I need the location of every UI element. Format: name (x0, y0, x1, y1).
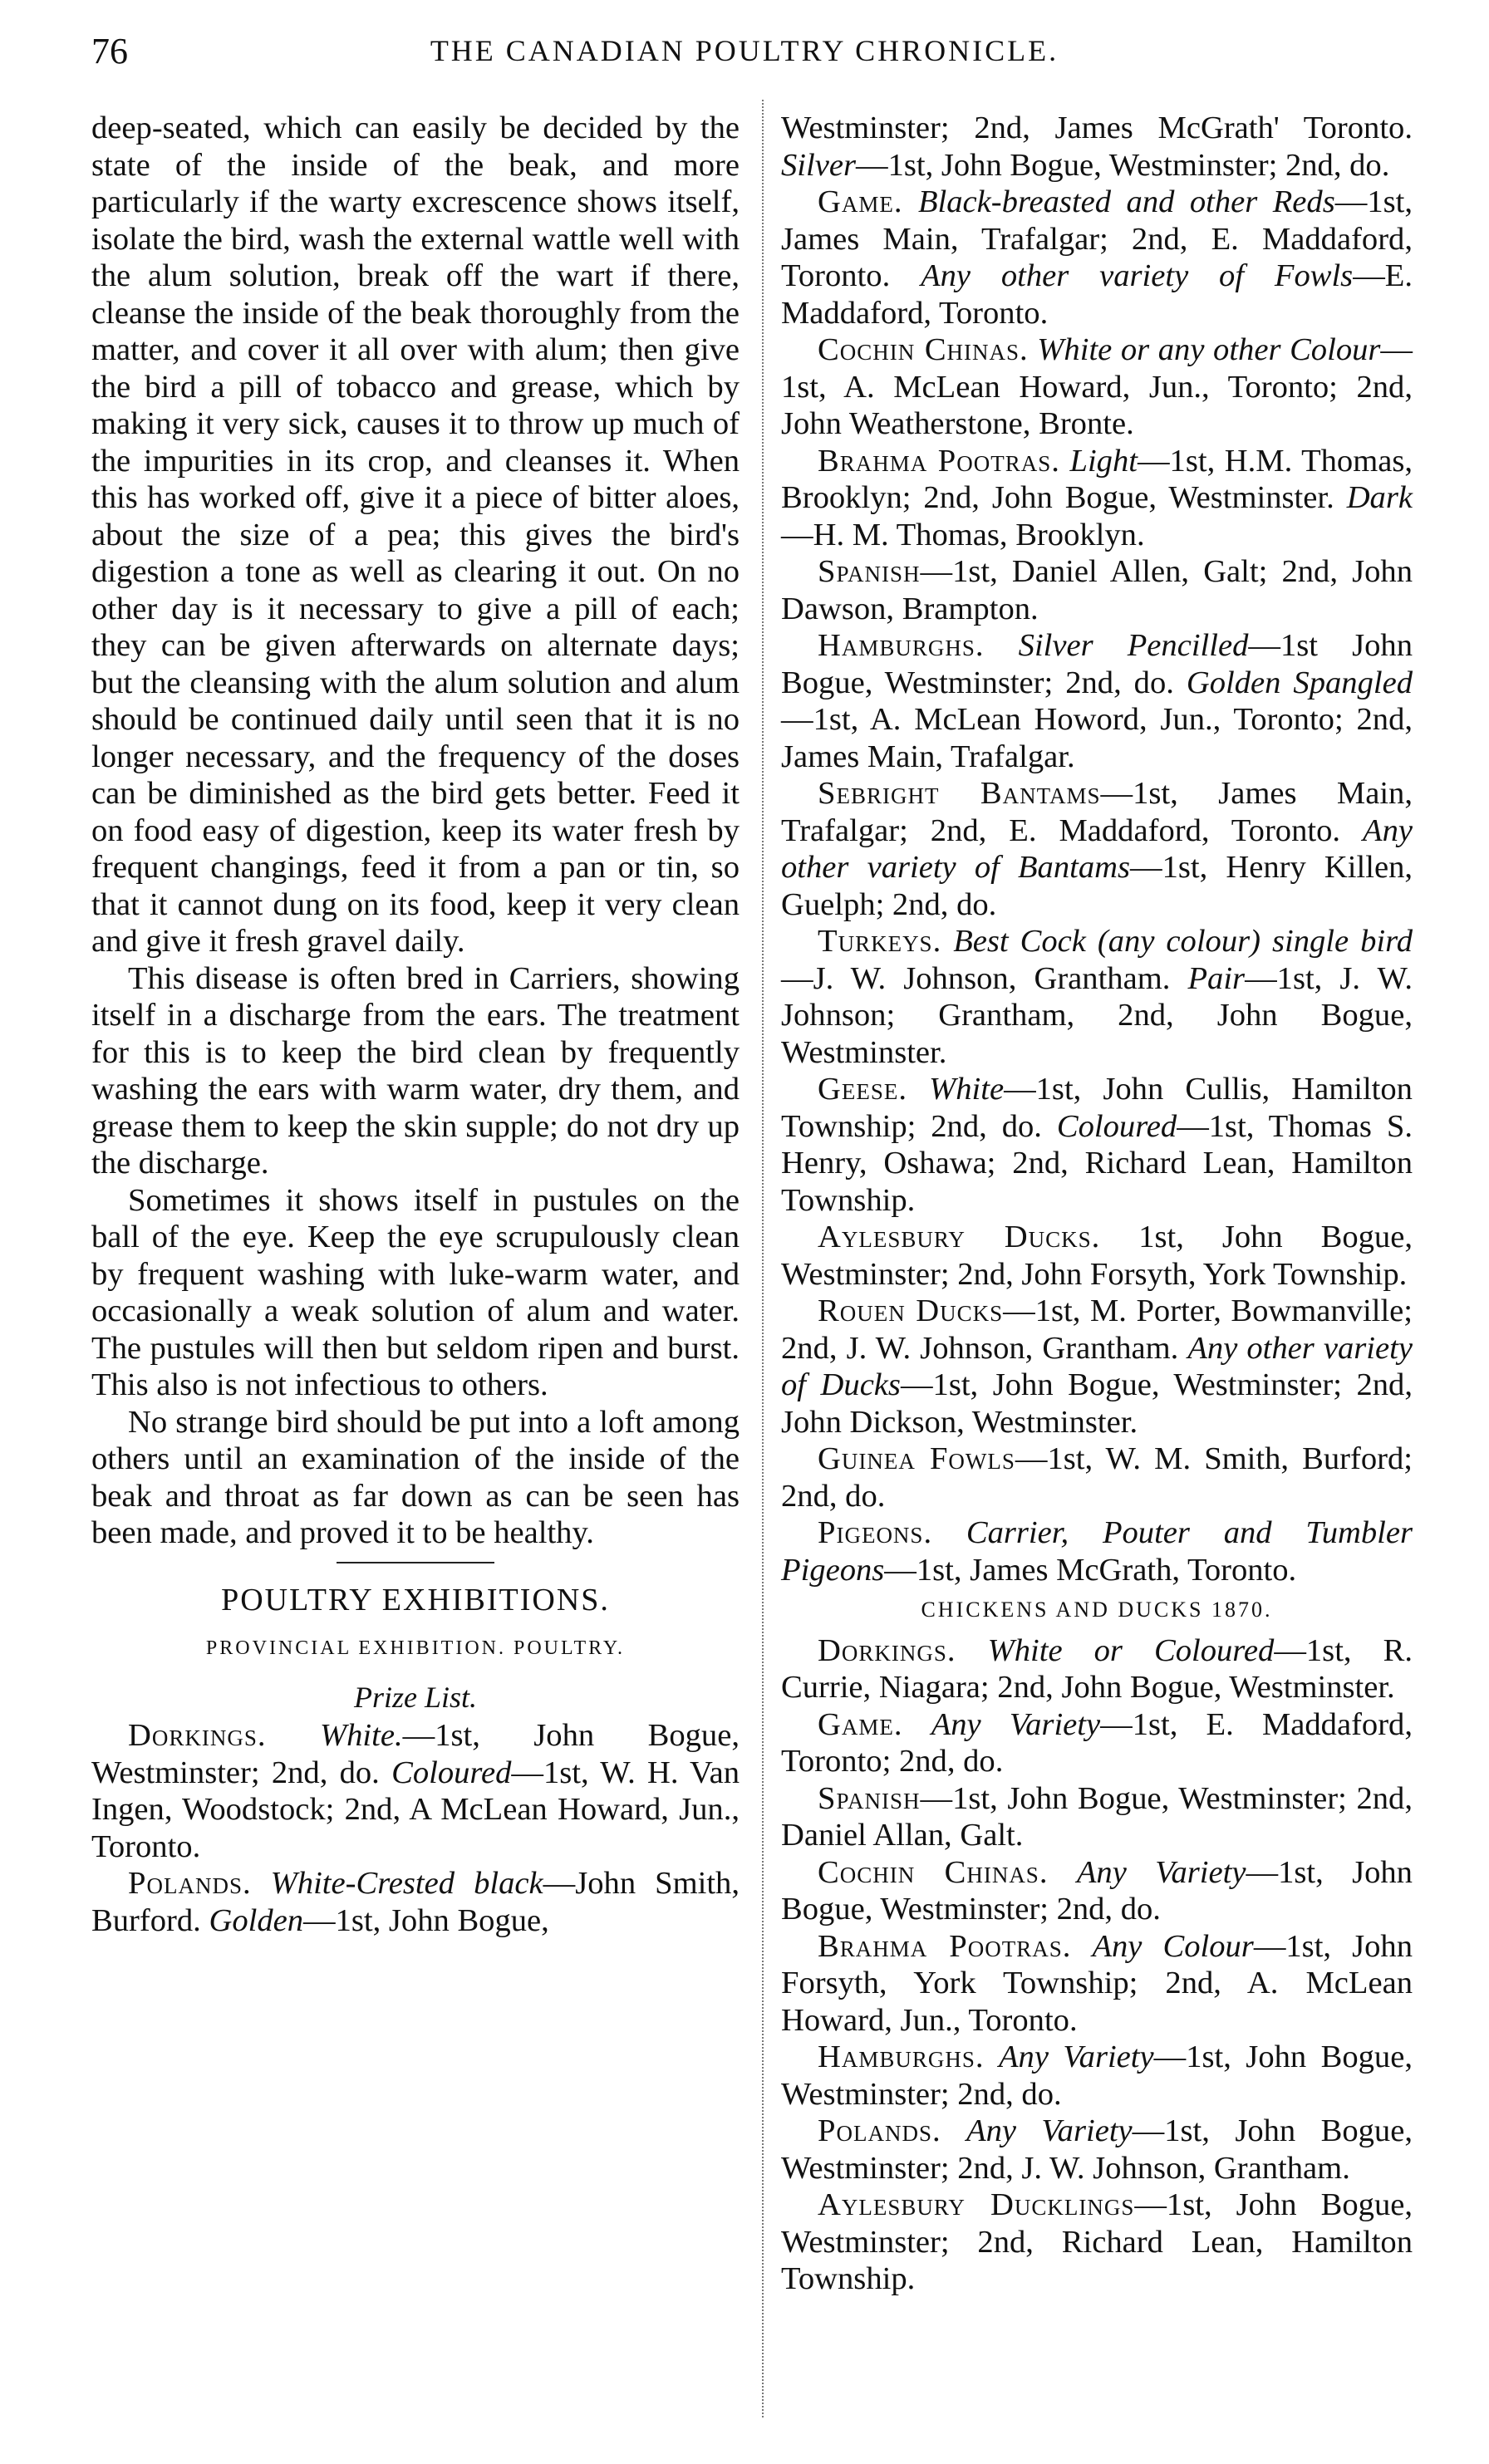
entry-chicken-cochin (781, 1854, 1413, 1928)
breed-name: Sebright Bantams (818, 776, 1101, 811)
award-text: —1st, A. McLean Howard, Jun., Toronto; 2nd, John Weatherstone, Bronte. (781, 332, 1413, 441)
variety-name: Light (1069, 443, 1138, 479)
entry-chicken-game (781, 1706, 1413, 1780)
entry-aylesbury (781, 1219, 1413, 1293)
award-text: Westminster; 2nd, James McGrath' Toronto. (781, 110, 1413, 145)
section-rule (337, 1562, 494, 1563)
left-column (91, 110, 740, 1939)
award-text: —1st, Henry Killen, Guelph; 2nd, do. (781, 850, 1413, 922)
variety-name: Dark (1346, 480, 1413, 515)
award-text: —1st, James McGrath, Toronto. (884, 1552, 1297, 1588)
variety-name: Coloured (391, 1755, 512, 1790)
entry-dorkings (91, 1717, 740, 1865)
variety-name: Any Variety (1076, 1854, 1246, 1890)
chickens-heading: CHICKENS AND DUCKS 1870. (921, 1598, 1273, 1622)
column-divider (762, 100, 764, 2417)
subsection-title: PROVINCIAL EXHIBITION. POULTRY. (205, 1637, 626, 1659)
award-text: —1st, J. W. Johnson; Grantham, 2nd, John Bogue, Westminster. (781, 960, 1413, 1070)
entry-chicken-spanish (781, 1780, 1413, 1854)
entry-game (781, 184, 1413, 331)
award-text: —J. W. Johnson, Grantham. (781, 960, 1171, 996)
variety-name: White or any other Colour (1037, 332, 1381, 367)
award-text: —John Smith, Burford. (91, 1866, 740, 1938)
variety-name: White or Coloured (987, 1632, 1275, 1668)
variety-name: Any Variety (998, 2039, 1154, 2074)
variety-name: Any Variety (966, 2113, 1133, 2148)
variety-name: Any other variety of Ducks (781, 1330, 1413, 1402)
breed-name: Pigeons. (818, 1515, 933, 1550)
prize-list-title: Prize List. (353, 1680, 478, 1714)
section-title: POULTRY EXHIBITIONS. (221, 1582, 610, 1617)
award-text: —1st, John Bogue, Westminster; 2nd, do. (855, 147, 1390, 183)
award-text: —E. Maddaford, Toronto. (781, 258, 1413, 331)
award-text: —1st, John Forsyth, York Township; 2nd, A. McLean Howard, Jun., Toronto. (781, 1928, 1413, 2038)
variety-name: White. (319, 1718, 403, 1753)
page-number: 76 (91, 31, 128, 71)
award-text: —1st, John Bogue, Westminster; 2nd, do. (91, 1718, 740, 1790)
variety-name: White-Crested black (270, 1866, 543, 1901)
breed-name: Game. (818, 184, 903, 219)
variety-name: White (929, 1072, 1005, 1107)
variety-name: Any Colour (1092, 1928, 1254, 1964)
award-text: —1st, John Bogue, Westminster; 2nd, do. (781, 1854, 1413, 1927)
breed-name: Guinea Fowls (818, 1441, 1015, 1476)
entry-spanish (781, 553, 1413, 627)
breed-name: Spanish (818, 1780, 921, 1816)
paragraph-2: This disease is often bred in Carriers, showing itself in a discharge from the ears. The treatment for this is to keep the bird clean by frequently washing the ears with warm water, dry them, and grease them to keep the skin supple; do not dry up the discharge. (91, 960, 740, 1180)
breed-name: Polands. (128, 1866, 252, 1901)
award-text: —1st, John Bogue, Westminster; 2nd, J. W. Johnson, Grantham. (781, 2113, 1413, 2186)
award-text: —1st, R. Currie, Niagara; 2nd, John Bogue, Westminster. (781, 1632, 1413, 1705)
entry-guinea (781, 1441, 1413, 1514)
paragraph-3: Sometimes it shows itself in pustules on the ball of the eye. Keep the eye scrupulously clean by frequent washing with luke-warm water, and occasionally a weak solution of alum and water. The pustules will then but seldom ripen and burst. This also is not infectious to others. (91, 1182, 740, 1402)
variety-name: Silver Pencilled (1018, 628, 1249, 663)
award-text: —1st, James Main, Trafalgar; 2nd, E. Maddaford, Toronto. (781, 184, 1413, 293)
award-text: —1st John Bogue, Westminster; 2nd, do. (781, 628, 1413, 700)
award-text: —1st, H.M. Thomas, Brooklyn; 2nd, John Bogue, Westminster. (781, 443, 1413, 515)
entry-rouen (781, 1293, 1413, 1441)
entry-sebright (781, 775, 1413, 923)
paragraph-1: deep-seated, which can easily be decided by the state of the inside of the beak, and more particularly if the warty excrescence shows itself, isolate the bird, wash the external wattle well with the alum solution, break off the wart if there, cleanse the inside of the beak thoroughly from the matter, and cover it all over with alum; then give the bird a pill of tobacco and grease, which by making it very sick, causes it to throw up much of the impurities in its crop, and cleanses it. When this has worked off, give it a piece of bitter aloes, about the size of a pea; this gives the bird's digestion a tone as well as clearing it out. On no other day is it necessary to give a pill of each; they can be given afterwards on alternate days; but the cleansing with the alum solution and alum should be continued daily until seen that it is no longer necessary, and the frequency of the doses can be diminished as the bird gets better. Feed it on food easy of digestion, keep its water fresh by frequent changings, feed it from a pan or tin, so that it cannot dung on its food, keep it very clean and give it fresh gravel daily. (91, 110, 740, 959)
variety-name: Black-breasted and other Reds (917, 184, 1335, 219)
entry-geese (781, 1071, 1413, 1219)
award-text: —1st, W. H. Van Ingen, Woodstock; 2nd, A McLean Howard, Jun., Toronto. (91, 1755, 740, 1864)
breed-name: Rouen Ducks (818, 1293, 1004, 1328)
award-text: —1st, Thomas S. Henry, Oshawa; 2nd, Richard Lean, Hamilton Township. (781, 1108, 1413, 1218)
breed-name: Spanish (818, 554, 921, 589)
paragraph-4: No strange bird should be put into a loft among others until an examination of the inside of the beak and throat as far down as can be seen has been made, and proved it to be healthy. (91, 1404, 740, 1550)
variety-name: Any other variety of Fowls (921, 258, 1354, 293)
breed-name: Polands. (818, 2113, 941, 2148)
entry-chicken-polands (781, 2113, 1413, 2187)
award-text: —1st, M. Porter, Bowmanville; 2nd, J. W. Johnson, Grantham. (781, 1293, 1413, 1366)
award-text: —1st, John Bogue, Westminster; 2nd, do. (781, 2039, 1413, 2112)
entry-cochin (781, 331, 1413, 443)
award-text: —1st, A. McLean Howord, Jun., Toronto; 2nd, James Main, Trafalgar. (781, 702, 1413, 774)
entry-chicken-dorkings (781, 1632, 1413, 1706)
breed-name: Hamburghs. (818, 2039, 985, 2074)
entry-polands (91, 1865, 740, 1939)
breed-name: Dorkings. (128, 1718, 267, 1753)
award-text: —1st, E. Maddaford, Toronto; 2nd, do. (781, 1706, 1413, 1779)
variety-name: Coloured (1056, 1108, 1177, 1144)
entry-turkeys (781, 923, 1413, 1071)
award-text: —1st, John Bogue, (303, 1902, 549, 1938)
breed-name: Aylesbury Ducklings (818, 2187, 1135, 2222)
breed-name: Turkeys. (818, 924, 942, 959)
award-text: —1st, John Cullis, Hamilton Township; 2nd, do. (781, 1072, 1413, 1144)
award-text: —1st, W. M. Smith, Burford; 2nd, do. (781, 1441, 1413, 1514)
breed-name: Cochin Chinas. (818, 332, 1029, 367)
award-text: —1st, Daniel Allen, Galt; 2nd, John Dawson, Brampton. (781, 554, 1413, 626)
entry-pigeons (781, 1514, 1413, 1588)
award-text: —H. M. Thomas, Brooklyn. (781, 517, 1145, 552)
breed-name: Game. (818, 1706, 903, 1742)
entry-chicken-brahma (781, 1928, 1413, 2039)
award-text: 1st, John Bogue, Westminster; 2nd, John Forsyth, York Township. (781, 1220, 1413, 1292)
entry-chicken-hamburghs (781, 2039, 1413, 2113)
breed-name: Aylesbury Ducks. (818, 1220, 1101, 1254)
running-title: THE CANADIAN POULTRY CHRONICLE. (430, 34, 1059, 67)
award-text: —1st, John Bogue, Westminster; 2nd, Daniel Allan, Galt. (781, 1780, 1413, 1853)
breed-name: Hamburghs. (818, 628, 985, 663)
breed-name: Cochin Chinas. (818, 1854, 1049, 1890)
variety-name: Any other variety of Bantams (781, 812, 1413, 885)
breed-name: Brahma Pootras. (818, 1928, 1072, 1964)
variety-name: Carrier, Pouter and Tumbler Pigeons (781, 1515, 1413, 1588)
right-column (781, 110, 1413, 2298)
award-text: —1st, John Bogue, Westminster; 2nd, John Dickson, Westminster. (781, 1367, 1413, 1440)
award-text: —1st, James Main, Trafalgar; 2nd, E. Maddaford, Toronto. (781, 776, 1413, 848)
variety-name: Best Cock (any colour) single bird (953, 924, 1413, 959)
award-text: —1st, John Bogue, Westminster; 2nd, Richard Lean, Hamilton Township. (781, 2187, 1413, 2296)
variety-name: Any Variety (931, 1706, 1101, 1742)
entry-hamburghs (781, 627, 1413, 775)
entry-brahma (781, 443, 1413, 554)
breed-name: Dorkings. (818, 1632, 956, 1668)
entry-continued (781, 110, 1413, 184)
variety-name: Pair (1187, 960, 1246, 996)
breed-name: Geese. (818, 1072, 907, 1107)
variety-name: Golden (209, 1902, 304, 1938)
variety-name: Silver (781, 147, 856, 183)
variety-name: Golden Spangled (1186, 665, 1413, 700)
breed-name: Brahma Pootras. (818, 443, 1060, 479)
entry-aylesbury-ducklings (781, 2187, 1413, 2298)
